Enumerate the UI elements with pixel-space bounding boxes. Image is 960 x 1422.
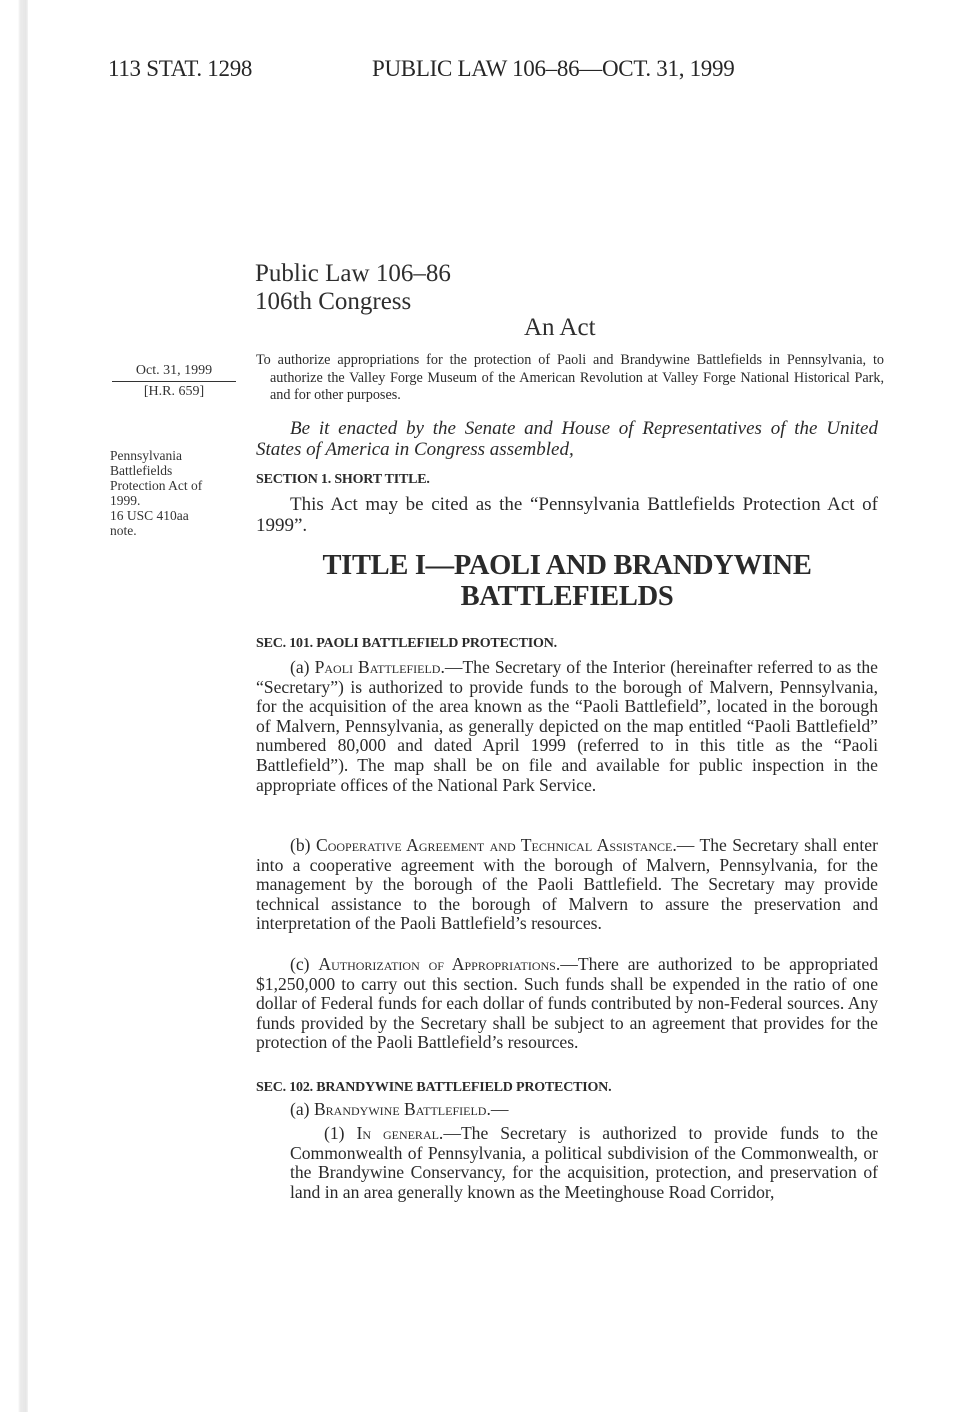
paragraph-caption: In general. [356,1123,444,1143]
title-i-heading [256,550,878,612]
section-102-subsection-a [256,1100,878,1120]
margin-enactment-info [112,362,236,402]
enactment-date: Oct. 31, 1999 [112,362,236,382]
title-i-line-2: BATTLEFIELDS [460,581,674,612]
margin-short-title-line: Battlefields [110,463,173,478]
margin-usc-line: note. [110,523,137,538]
subsection-text: — The Secretary shall enter into a cooperative agreement with the borough of Malvern, Pennsylvania, for the management by the borough of the Paoli Battlefield. The Secretary may provide technical assistance to the borough of Malvern to assure the preservation and interpretation of the Paoli Battlefield’s resources. [256,835,878,934]
public-law-number: Public Law 106–86 [255,260,451,287]
subsection-caption: Cooperative Agreement and Technical Assistance. [315,835,677,855]
section-102-paragraph-1 [256,1124,878,1202]
subsection-dash: — [490,1099,509,1119]
section-101-subsection-b [256,836,878,934]
subsection-caption: Authorization of Appropriations. [318,954,561,974]
margin-short-title-line: Pennsylvania [110,448,182,463]
margin-usc-line: 16 USC 410aa [110,508,189,523]
stat-page-number: 113 STAT. 1298 [108,56,253,81]
enacting-clause: Be it enacted by the Senate and House of Representatives of the United States of America in Congress assembled, [256,418,878,460]
subsection-text: —The Secretary of the Interior (hereinafter referred to as the “Secretary”) is authorized to provide funds to the borough of Malvern, Pennsylvania, for the acquisition of the area known as the “Paoli Battlefield”, located in the borough of Malvern, Pennsylvania, as generally depicted on the map entitled “Paoli Battlefield” numbered 80,000 and dated April 1999 (referred to in this title as the “Paoli Battlefield”). The map shall be on file and available for public inspection in the appropriate offices of the National Park Service. [256,657,878,795]
subsection-caption: Paoli Battlefield. [314,657,445,677]
margin-short-title-line: 1999. [110,493,141,508]
law-title-block [255,260,451,316]
margin-notes [110,448,240,538]
public-law-date-header: PUBLIC LAW 106–86—OCT. 31, 1999 [372,56,735,81]
subsection-text: —There are authorized to be appropriated $1,250,000 to carry out this section. Such funds shall be expended in the ratio of one dollar of Federal funds for each dollar of funds contributed by non-Federal sources. Any funds provided by the Secretary shall be subject to an agreement that provides for the protection of the Paoli Battlefield’s resources. [256,954,878,1053]
scan-edge-shadow [0,0,28,1412]
subsection-label: (a) [290,1099,314,1119]
subsection-label: (a) [290,657,315,677]
section-1-text: This Act may be cited as the “Pennsylvania Battlefields Protection Act of 1999”. [256,494,878,536]
section-101-subsection-a [256,658,878,795]
congress-number: 106th Congress [255,288,412,315]
bill-number: [H.R. 659] [143,384,205,399]
margin-short-title-line: Protection Act of [110,478,203,493]
paragraph-label: (1) [324,1123,357,1143]
subsection-caption: Brandywine Battlefield. [313,1099,491,1119]
subsection-label: (b) [290,835,316,855]
paragraph-text: —The Secretary is authorized to provide funds to the Commonwealth of Pennsylvania, a political subdivision of the Commonwealth, or the Brandywine Conservancy, for the acquisition, protection, and preservation of land in an area generally known as the Meetinghouse Road Corridor, [290,1123,878,1202]
subsection-label: (c) [290,954,319,974]
section-101-subsection-c [256,955,878,1053]
section-102-heading: SEC. 102. BRANDYWINE BATTLEFIELD PROTECTION. [256,1080,612,1095]
an-act-heading: An Act [524,314,596,341]
act-purpose: To authorize appropriations for the protection of Paoli and Brandywine Battlefields in Pennsylvania, to authorize the Valley Forge Museum of the American Revolution at Valley Forge National Historical Park, and for other purposes. [256,352,884,403]
section-101-heading: SEC. 101. PAOLI BATTLEFIELD PROTECTION. [256,636,557,651]
section-1-heading: SECTION 1. SHORT TITLE. [256,472,430,487]
title-i-line-1: TITLE I—PAOLI AND BRANDYWINE [322,550,812,581]
